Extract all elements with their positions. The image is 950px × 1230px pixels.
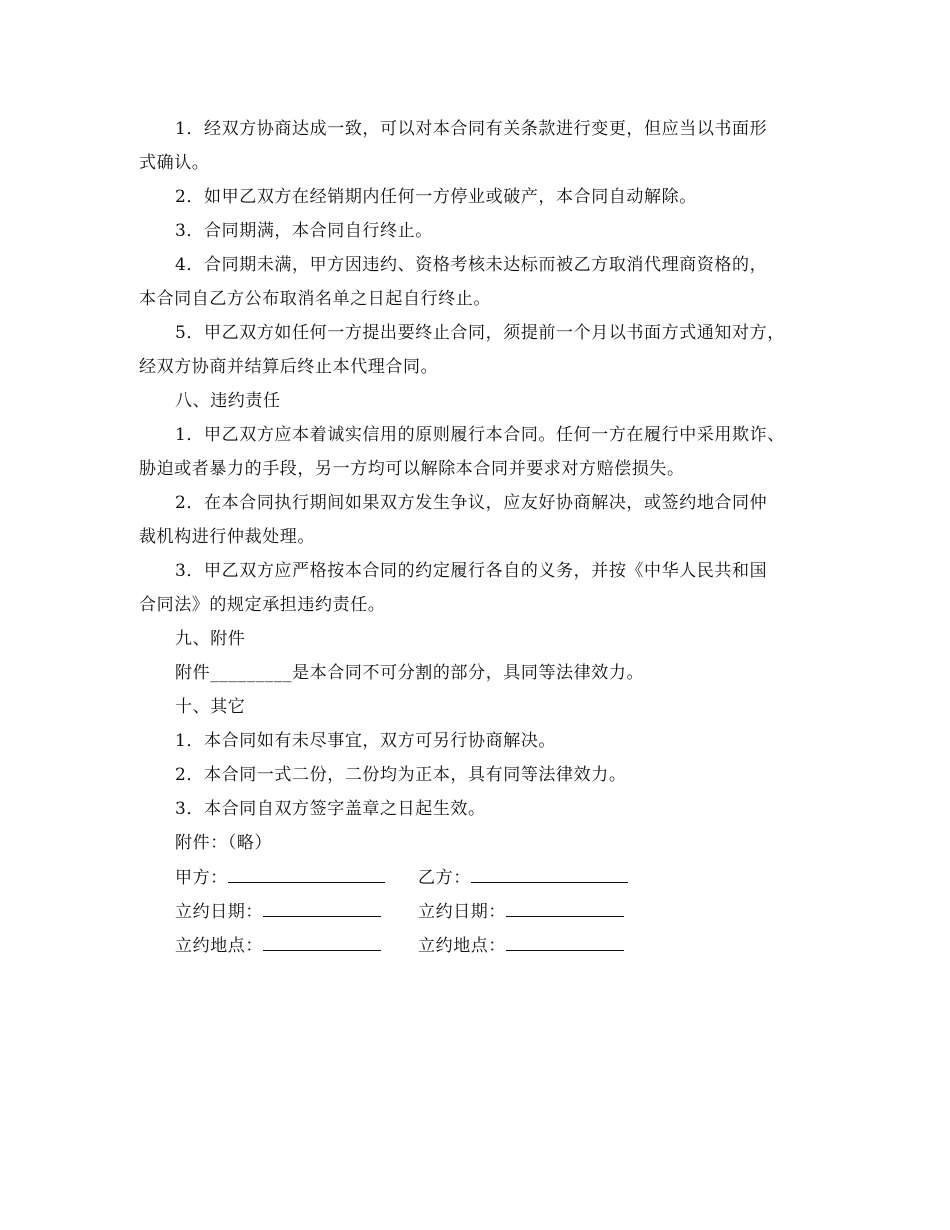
- party-a-field: [175, 860, 418, 894]
- attachment-note: 附件：（略）: [175, 833, 273, 853]
- section-8-clause-2-line-2: 裁机构进行仲裁处理。: [139, 527, 315, 547]
- section-8-heading: 八、违约责任: [175, 391, 281, 411]
- section-9-clause-1: 附件_________是本合同不可分割的部分，具同等法律效力。: [175, 663, 645, 683]
- section-8-clause-1-line-2: 胁迫或者暴力的手段，另一方均可以解除本合同并要求对方赔偿损失。: [139, 459, 685, 479]
- party-a-blank: [228, 860, 385, 883]
- party-b-label: 乙方：: [418, 868, 471, 888]
- party-b-field: [418, 860, 628, 894]
- place-b-label: 立约地点：: [418, 936, 506, 956]
- contract-body: [139, 112, 829, 962]
- section-10-heading: 十、其它: [175, 697, 246, 717]
- clause-2: 2．如甲乙双方在经销期内任何一方停业或破产，本合同自动解除。: [175, 187, 697, 207]
- section-10-clause-2: 2．本合同一式二份，二份均为正本，具有同等法律效力。: [175, 765, 627, 785]
- signature-row-party: [139, 860, 829, 894]
- place-a-blank: [263, 928, 381, 951]
- section-8-clause-1-line-1: 1．甲乙双方应本着诚实信用的原则履行本合同。任何一方在履行中采用欺诈、: [175, 425, 785, 445]
- place-a-field: [175, 928, 418, 962]
- clause-5-line-2: 经双方协商并结算后终止本代理合同。: [139, 357, 439, 377]
- section-8-clause-3-line-2: 合同法》的规定承担违约责任。: [139, 595, 386, 615]
- signature-row-place: [139, 928, 829, 962]
- clause-4-line-2: 本合同自乙方公布取消名单之日起自行终止。: [139, 289, 491, 309]
- date-a-label: 立约日期：: [175, 902, 263, 922]
- place-b-blank: [506, 928, 624, 951]
- section-10-clause-3: 3．本合同自双方签字盖章之日起生效。: [175, 799, 486, 819]
- place-b-field: [418, 928, 624, 962]
- section-9-heading: 九、附件: [175, 629, 246, 649]
- date-b-blank: [506, 894, 624, 917]
- clause-4-line-1: 4．合同期未满，甲方因违约、资格考核未达标而被乙方取消代理商资格的，: [175, 255, 768, 275]
- party-b-blank: [471, 860, 628, 883]
- section-10-clause-1: 1．本合同如有未尽事宜，双方可另行协商解决。: [175, 731, 557, 751]
- clause-5-line-1: 5．甲乙双方如任何一方提出要终止合同，须提前一个月以书面方式通知对方，: [175, 323, 785, 343]
- clause-1-line-1: 1．经双方协商达成一致，可以对本合同有关条款进行变更，但应当以书面形: [175, 119, 768, 139]
- date-a-field: [175, 894, 418, 928]
- date-b-field: [418, 894, 624, 928]
- date-b-label: 立约日期：: [418, 902, 506, 922]
- clause-1-line-2: 式确认。: [139, 153, 210, 173]
- section-8-clause-3-line-1: 3．甲乙双方应严格按本合同的约定履行各自的义务，并按《中华人民共和国: [175, 561, 768, 581]
- party-a-label: 甲方：: [175, 868, 228, 888]
- section-8-clause-2-line-1: 2．在本合同执行期间如果双方发生争议，应友好协商解决，或签约地合同仲: [175, 493, 768, 513]
- clause-3: 3．合同期满，本合同自行终止。: [175, 221, 433, 241]
- date-a-blank: [263, 894, 381, 917]
- signature-row-date: [139, 894, 829, 928]
- place-a-label: 立约地点：: [175, 936, 263, 956]
